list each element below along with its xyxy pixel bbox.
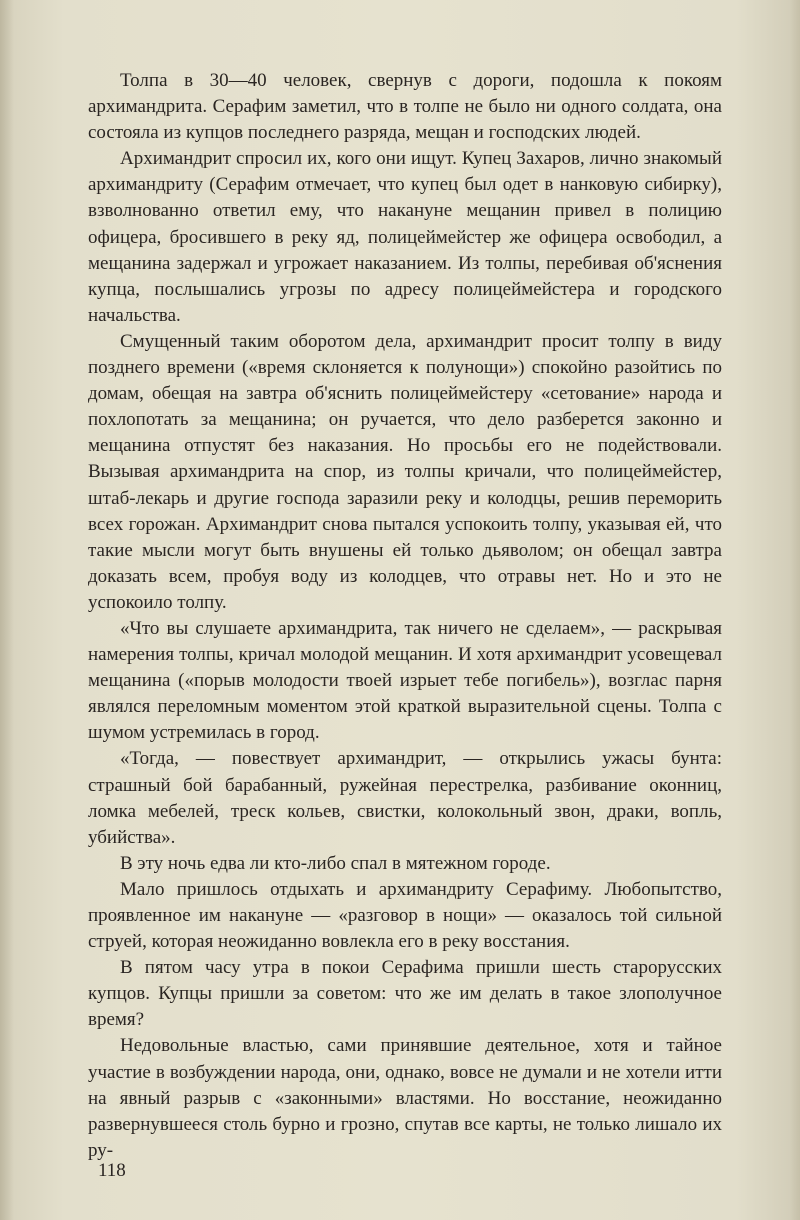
- body-text: [88, 68, 722, 1164]
- paragraph: Толпа в 30—40 человек, свернув с дороги, подошла к покоям архимандрита. Серафим заметил, что в толпе не было ни одного солдата, она состояла из купцов последнего разряда, мещан и господских людей.: [88, 70, 722, 144]
- paragraph: «Что вы слушаете архимандрита, так ничего не сделаем», — раскрывая намерения толпы, кричал молодой мещанин. И хотя архимандрит усовещевал мещанина («порыв молодости твоей изрыет тебе погибель»), возглас парня являлся переломным моментом этой краткой выразительной сцены. Толпа с шумом устремилась в город.: [88, 617, 722, 744]
- paragraph: В эту ночь едва ли кто-либо спал в мятежном городе.: [120, 852, 551, 874]
- page-number: 118: [98, 1160, 126, 1181]
- paragraph: Недовольные властью, сами принявшие деятельное, хотя и тайное участие в возбуждении народа, они, однако, вовсе не думали и не хотели итти на явный разрыв с «законными» властями. Но восстание, неожиданно развернувшееся столь бурно и грозно, спутав все карты, не только лишало их ру-: [88, 1035, 722, 1161]
- paragraph: Смущенный таким оборотом дела, архимандрит просит толпу в виду позднего времени («время склоняется к полунощи») спокойно разойтись по домам, обещая на завтра об'яснить полицеймейстеру «сетование» народа и похлопотать за мещанина; он ручается, что дело разберется законно и мещанина отпустят без наказания. Но просьбы его не подействовали. Вызывая архимандрита на спор, из толпы кричали, что полицеймейстер, штаб-лекарь и другие господа заразили реку и колодцы, решив переморить всех горожан. Архимандрит снова пытался успокоить толпу, указывая ей, что такие мысли могут быть внушены ей только дьяволом; он обещал завтра доказать всем, пробуя воду из колодцев, что отравы нет. Но и это не успокоило толпу.: [88, 330, 722, 613]
- paragraph: Мало пришлось отдыхать и архимандриту Серафиму. Любопытство, проявленное им накануне — «разговор в нощи» — оказалось той сильной струей, которая неожиданно вовлекла его в реку восстания.: [88, 878, 722, 953]
- paragraph: В пятом часу утра в покои Серафима пришли шесть старорусских купцов. Купцы пришли за советом: что же им делать в такое злополучное время?: [88, 957, 722, 1031]
- paragraph: Архимандрит спросил их, кого они ищут. Купец Захаров, лично знакомый архимандриту (Серафим отмечает, что купец был одет в нанковую сибирку), взволнованно ответил ему, что накануне мещанин привел в полицию офицера, бросившего в реку яд, полицеймейстер же офицера освободил, а мещанина задержал и угрожает наказанием. Из толпы, перебивая об'яснения купца, послышались угрозы по адресу полицеймейстера и городского начальства.: [88, 148, 722, 326]
- page-edge: [790, 0, 800, 1220]
- binding-shadow: [0, 0, 14, 1220]
- paragraph: «Тогда, — повествует архимандрит, — открылись ужасы бунта: страшный бой барабанный, ружейная перестрелка, разбивание оконниц, ломка мебелей, треск кольев, свистки, колокольный звон, драки, вопль, убийства».: [88, 748, 722, 848]
